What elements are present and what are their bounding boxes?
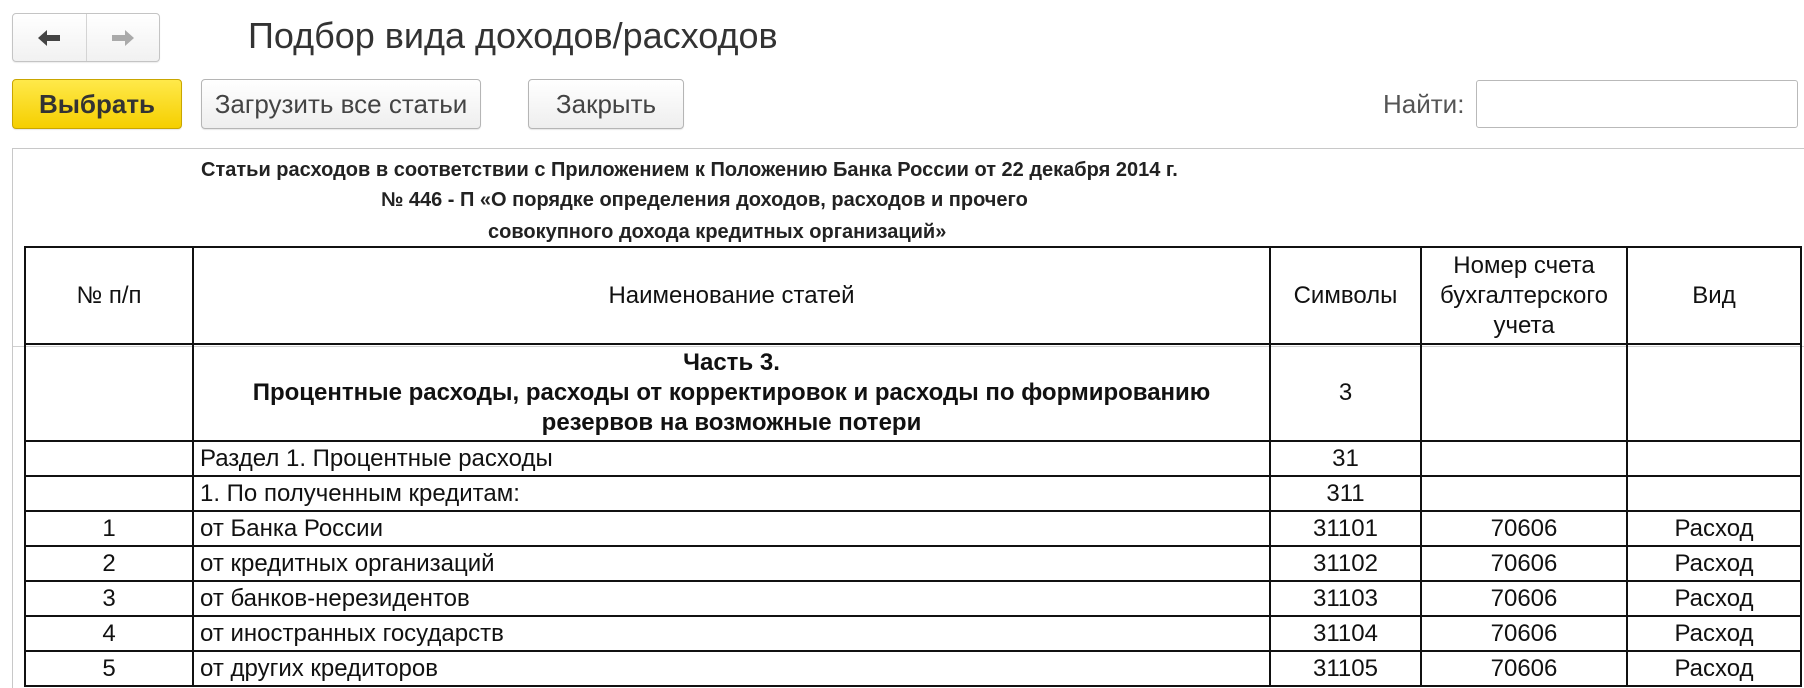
number-cell: 3 [25,581,193,616]
account-cell: 70606 [1421,581,1627,616]
account-cell [1421,476,1627,511]
symbol-cell: 3 [1270,344,1421,441]
report-heading-line2: № 446 - П «О порядке определения доходов, расходов и прочего [381,189,1028,211]
table-row[interactable] [25,616,1801,651]
number-cell [25,476,193,511]
table-cell [25,344,193,441]
window-title: Подбор вида доходов/расходов [248,15,778,56]
name-cell: от кредитных организаций [193,546,1270,581]
part-title-cell [193,344,1270,441]
account-cell: 70606 [1421,546,1627,581]
table-row[interactable] [25,651,1801,686]
number-cell: 5 [25,651,193,686]
symbol-cell: 31103 [1270,581,1421,616]
symbol-cell: 311 [1270,476,1421,511]
table-header-row [25,247,1801,344]
kind-cell: Расход [1627,616,1801,651]
close-button[interactable]: Закрыть [528,79,684,129]
account-cell: 70606 [1421,511,1627,546]
column-header-number: № п/п [25,247,193,344]
back-button[interactable] [13,14,86,61]
kind-cell: Расход [1627,546,1801,581]
account-cell: 70606 [1421,651,1627,686]
kind-cell: Расход [1627,651,1801,686]
kind-cell [1627,476,1801,511]
arrow-right-icon [108,27,138,49]
symbol-cell: 31 [1270,441,1421,476]
column-header-name: Наименование статей [193,247,1270,344]
forward-button[interactable] [86,14,160,61]
account-cell: 70606 [1421,616,1627,651]
column-header-kind: Вид [1627,247,1801,344]
find-label: Найти: [1383,89,1465,119]
number-cell [25,441,193,476]
name-cell: от других кредиторов [193,651,1270,686]
symbol-cell: 31105 [1270,651,1421,686]
name-cell: от Банка России [193,511,1270,546]
part-title-line1: Часть 3. [683,348,780,376]
column-header-symbols: Символы [1270,247,1421,344]
table-row[interactable] [25,581,1801,616]
kind-cell: Расход [1627,511,1801,546]
table-row[interactable] [25,441,1801,476]
report-document[interactable] [12,148,1804,688]
kind-cell [1627,441,1801,476]
symbol-cell: 31104 [1270,616,1421,651]
name-cell: 1. По полученным кредитам: [193,476,1270,511]
load-all-articles-button[interactable]: Загрузить все статьи [201,79,481,129]
name-cell: Раздел 1. Процентные расходы [193,441,1270,476]
name-cell: от иностранных государств [193,616,1270,651]
account-cell [1421,344,1627,441]
number-cell: 2 [25,546,193,581]
kind-cell [1627,344,1801,441]
arrow-left-icon [34,27,64,49]
part-title-line2: Процентные расходы, расходы от корректировок и расходы по формированию [252,378,1211,406]
find-input[interactable] [1476,80,1798,128]
navigation-arrows [12,13,160,62]
part-title-line3: резервов на возможные потери [541,408,922,436]
name-cell: от банков-нерезидентов [193,581,1270,616]
expense-articles-table [24,246,1802,687]
table-row[interactable] [25,511,1801,546]
account-cell [1421,441,1627,476]
table-row[interactable] [25,546,1801,581]
number-cell: 4 [25,616,193,651]
report-heading-line3: совокупного дохода кредитных организаций» [488,221,947,243]
kind-cell: Расход [1627,581,1801,616]
select-button[interactable]: Выбрать [12,79,182,129]
symbol-cell: 31102 [1270,546,1421,581]
symbol-cell: 31101 [1270,511,1421,546]
table-row[interactable] [25,476,1801,511]
number-cell: 1 [25,511,193,546]
column-header-account: Номер счета бухгалтерского учета [1421,247,1627,344]
part-row[interactable] [25,344,1801,441]
report-heading-line1: Статьи расходов в соответствии с Приложением к Положению Банка России от 22 декабря 2014 г. [201,159,1178,181]
